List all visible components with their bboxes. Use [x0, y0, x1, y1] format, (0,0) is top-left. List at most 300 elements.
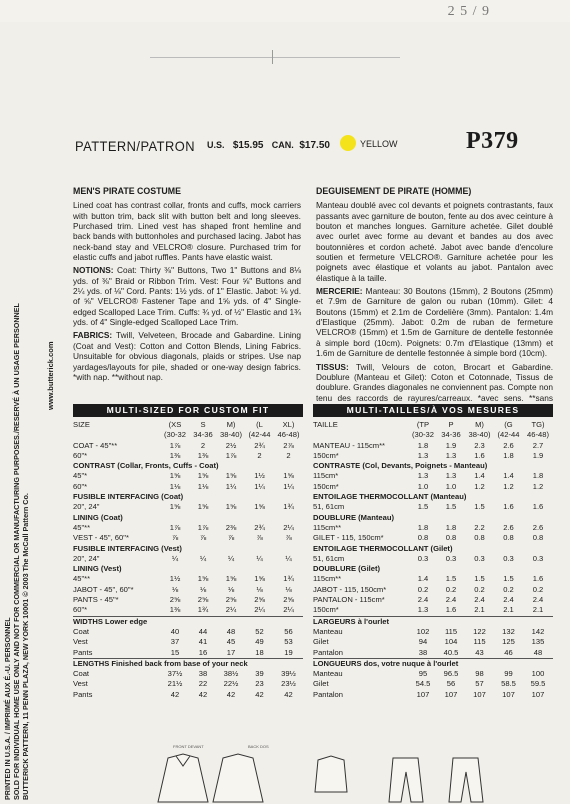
row-value: 1¾ [283, 574, 294, 584]
row-value: 1⅝ [254, 574, 265, 584]
row-value: 1.0 [445, 481, 457, 491]
row-value: 1⅝ [169, 502, 181, 512]
table-row [313, 690, 553, 700]
row-label: MANTEAU - 115cm** [313, 440, 386, 450]
row-value: 107 [444, 689, 458, 699]
row-value: 0.8 [532, 533, 544, 543]
english-title: MEN'S PIRATE COSTUME [73, 186, 181, 196]
row-value: 41 [198, 637, 208, 647]
row-value: 1.8 [417, 522, 429, 532]
measure-range: 38-40) [468, 430, 491, 440]
row-value: ¼ [199, 553, 207, 563]
row-label: 150cm* [313, 481, 339, 491]
row-value: ⅞ [227, 533, 235, 543]
notions-label: NOTIONS: [73, 265, 114, 276]
section-label: ENTOILAGE THERMOCOLLANT (Gilet) [313, 543, 453, 553]
row-value: 1.2 [532, 481, 544, 491]
section-row [73, 461, 303, 471]
section-row [313, 564, 553, 574]
section-label: CONTRASTE (Col, Devants, Poignets - Manteau) [313, 461, 488, 471]
row-value: 1⅝ [197, 502, 209, 512]
row-value: 1¾ [197, 605, 209, 615]
table-row [313, 523, 553, 533]
row-value: 1.3 [417, 450, 429, 460]
row-value: 21½ [167, 679, 183, 689]
row-value: 125 [502, 637, 515, 647]
size-label: TAILLE [313, 420, 338, 429]
table-row [313, 637, 553, 647]
row-label: 45"** [73, 574, 91, 584]
row-label: 20", 24" [73, 553, 100, 563]
row-value: 2.6 [532, 522, 544, 532]
row-value: 2¼ [254, 605, 265, 615]
size-code: M) [475, 420, 484, 429]
right-yardage-table [313, 420, 553, 700]
row-value: ¼ [227, 553, 235, 563]
english-fabrics [73, 330, 301, 382]
english-notions [73, 265, 301, 327]
row-value: 1⅝ [225, 502, 237, 512]
row-label: Gilet [313, 679, 329, 689]
row-value: 1⅛ [169, 481, 181, 491]
row-value: ⅞ [285, 533, 292, 543]
row-value: 1.2 [503, 481, 514, 491]
row-value: 2.1 [503, 605, 514, 615]
row-value: 1.4 [503, 471, 514, 481]
row-value: 1.5 [474, 502, 485, 512]
row-value: 22 [198, 679, 208, 689]
section-label: LARGEURS à l'ourlet [313, 616, 553, 627]
fold-tick [272, 50, 273, 64]
row-value: 23½ [281, 679, 296, 689]
row-value: 56 [446, 679, 456, 689]
measure-header-row [313, 430, 553, 440]
row-value: 37 [170, 637, 180, 647]
table-row [73, 669, 303, 679]
row-value: 38 [418, 647, 428, 657]
row-value: 38½ [223, 669, 239, 679]
row-value: 2⅜ [225, 522, 237, 532]
row-label: Pantalon [313, 647, 343, 657]
row-value: 2¼ [225, 605, 237, 615]
row-value: 1⅜ [197, 450, 209, 460]
row-value: 1⅝ [169, 471, 181, 481]
row-value: 115 [473, 637, 486, 647]
website-link[interactable]: www.butterick.com [46, 341, 55, 410]
row-value: 1.6 [503, 502, 514, 512]
measure-blank [73, 430, 161, 440]
row-value: 0.2 [532, 584, 544, 594]
table-row [313, 595, 553, 605]
french-description-text: Manteau doublé avec col devants et poignets contrastants, faux passants avec garniture de bouton, fente au dos avec ceinture à bouton et manches longues. Garniture achetée. Gilet doublé avec ourlet avec forme au devant et bandes au dos avec boutonnières et cordon acheté. Jabot avec bande d'encolure soutien et fermeture VELCRO®. Garniture achetée pour les poignets avec élastique et volants au jabot. Pantalon avec élastique à la taille. [316, 200, 553, 283]
row-value: 42 [226, 689, 236, 699]
row-value: 37½ [167, 669, 183, 679]
row-value: 1.4 [474, 471, 485, 481]
row-value: ⅛ [256, 584, 263, 594]
row-value: 45 [226, 637, 236, 647]
row-label: Pants [73, 689, 93, 699]
english-description [73, 186, 301, 385]
sketch-drawing [73, 752, 553, 804]
size-header-row [73, 420, 303, 430]
tissus-label: TISSUS: [316, 361, 349, 372]
side-line-sold: SOLD FOR INDIVIDUAL HOME USE ONLY AND NOT FOR COMMERCIAL OR MANUFACTURING PURPOSES./RESERVÉ À UN USAGE PERSONNEL [12, 303, 21, 800]
row-value: 1½ [254, 471, 265, 481]
row-value: ⅛ [285, 584, 292, 594]
row-label: JABOT - 115, 150cm* [313, 584, 387, 594]
french-description [316, 186, 553, 416]
row-value: 1¼ [283, 481, 294, 491]
row-value: 52 [255, 626, 264, 636]
table-row [313, 669, 553, 679]
row-value: 2.3 [474, 440, 485, 450]
row-value: 0.3 [532, 553, 544, 563]
row-value: 48 [533, 647, 543, 657]
table-row [73, 533, 303, 543]
row-label: 115cm* [313, 471, 339, 481]
measure-blank [313, 430, 409, 440]
row-value: 19 [284, 647, 293, 657]
french-notions [316, 286, 553, 358]
size-code: (XS [168, 420, 182, 429]
fold-line [150, 57, 400, 58]
measure-range: (30-32 [412, 430, 434, 440]
row-label: 60"* [73, 481, 88, 491]
french-title: DEGUISEMENT DE PIRATE (HOMME) [316, 186, 472, 196]
size-code: (L [256, 420, 263, 429]
row-value: 1¼ [254, 481, 265, 491]
row-value: 2.4 [532, 595, 544, 605]
section-row [313, 461, 553, 471]
table-row [313, 502, 553, 512]
price-line [207, 140, 330, 151]
measure-range: 38-40) [220, 430, 242, 440]
table-row [73, 574, 303, 584]
notions-text: Coat: Thirty ⅜" Buttons, Two 1" Buttons and 8⅛ yds. of ⅜" Braid or Ribbon Trim. Vest: Four ⅝" Buttons and 2¼ yds. of ⅛" Cord. Pants: 1½ yds. of 1" Elastic. Jabot: ⅛ yd. of ⅝" VELCRO® Fastener Tape and 1⅝ yds. of 4" Single-edged Scalloped Lace Trim. Cuffs: ¾ yd. of ½" Elastic and 1¾ yds. of 4" Single-edged Scalloped Lace Trim. [73, 265, 301, 328]
row-value: 1¼ [225, 481, 237, 491]
row-value: ⅛ [199, 584, 207, 594]
row-value: 17 [226, 647, 236, 657]
measure-range: 46-48) [277, 430, 300, 440]
row-label: Pants [73, 647, 93, 657]
row-value: 2⅝ [169, 595, 181, 605]
section-label: DOUBLURE (Gilet) [313, 564, 381, 574]
row-value: 0.8 [503, 533, 514, 543]
table-row [73, 523, 303, 533]
row-label: PANTS - 45"* [73, 595, 119, 605]
section-row [73, 544, 303, 554]
row-value: 56 [284, 626, 293, 636]
row-value: 107 [416, 689, 430, 699]
row-value: 1⅛ [197, 481, 209, 491]
table-row [73, 554, 303, 564]
row-value: 1⅝ [225, 574, 237, 584]
row-value: 2.4 [417, 595, 429, 605]
size-code: TG) [531, 420, 545, 429]
row-value: 2.1 [532, 605, 544, 615]
row-value: 2.7 [532, 440, 544, 450]
row-value: 104 [444, 637, 458, 647]
row-value: 42 [255, 689, 264, 699]
section-label: LONGUEURS dos, votre nuque à l'ourlet [313, 658, 553, 669]
table-row [73, 585, 303, 595]
section-label: CONTRAST (Collar, Fronts, Cuffs - Coat) [73, 461, 219, 471]
section-label: LINING (Coat) [73, 512, 123, 522]
row-label: PANTALON - 115cm* [313, 595, 385, 605]
table-row [73, 627, 303, 637]
row-value: 1⅜ [169, 605, 181, 615]
section-label: LINING (Vest) [73, 564, 122, 574]
size-code: S [200, 420, 206, 429]
size-code: P [448, 420, 454, 429]
row-value: 1.5 [474, 574, 485, 584]
row-value: 1¾ [283, 502, 294, 512]
size-code: (TP [416, 420, 430, 429]
us-label: U.S. [207, 140, 225, 150]
row-label: Manteau [313, 669, 343, 679]
can-price: $17.50 [299, 140, 330, 151]
row-value: 1.8 [445, 522, 457, 532]
row-label: VEST - 45", 60"* [73, 533, 129, 543]
row-value: 96.5 [443, 669, 459, 679]
row-value: 1⅜ [169, 450, 181, 460]
row-value: 0.2 [445, 584, 457, 594]
row-value: 15 [170, 647, 180, 657]
table-row [313, 605, 553, 616]
row-value: 2.4 [503, 595, 514, 605]
row-value: 0.2 [417, 584, 429, 594]
row-value: 0.8 [417, 533, 429, 543]
table-row [313, 451, 553, 461]
row-value: 39 [255, 669, 264, 679]
row-value: 42 [170, 689, 180, 699]
row-value: 2 [200, 440, 206, 450]
row-value: 2.2 [474, 522, 485, 532]
row-label: Pantalon [313, 689, 343, 699]
row-value: 1.2 [474, 481, 485, 491]
row-value: 2⅝ [254, 595, 265, 605]
row-value: 2 [257, 450, 262, 460]
row-value: 1⅝ [197, 471, 209, 481]
table-row [73, 648, 303, 659]
row-value: 1⅞ [197, 522, 209, 532]
row-value: 0.8 [474, 533, 485, 543]
section-row [73, 658, 303, 669]
row-value: 0.2 [503, 584, 514, 594]
row-value: 1.6 [474, 450, 485, 460]
row-label: 150cm* [313, 605, 339, 615]
us-price: $15.95 [232, 140, 264, 151]
measure-range: (30-32 [164, 430, 186, 440]
color-name: YELLOW [360, 139, 398, 149]
row-value: 18 [255, 647, 264, 657]
row-value: ⅛ [227, 584, 235, 594]
row-value: 42 [284, 689, 293, 699]
row-label: 20", 24" [73, 502, 100, 512]
row-value: 44 [198, 626, 208, 636]
tissus-text: Twill, Velours de coton, Brocart et Gabardine. Doublure (Manteau et Gilet): Coton et Cotonnade, Tissus de doublure. Grandes diagonales ne conviennent pas. Compte non tenu des raccords de rayures/carreaux. *avec sens. **sans [316, 361, 554, 403]
row-value: ¼ [256, 553, 263, 563]
row-value: 38 [198, 669, 208, 679]
row-value: 132 [502, 626, 515, 636]
row-value: 59.5 [530, 679, 546, 689]
row-value: 2.4 [445, 595, 457, 605]
row-value: 99 [504, 669, 513, 679]
row-value: 95 [418, 669, 428, 679]
row-value: 115 [444, 626, 458, 636]
table-row [313, 533, 553, 543]
row-value: 107 [502, 689, 515, 699]
row-value: 0.3 [417, 553, 429, 563]
row-value: 42 [198, 689, 208, 699]
table-row [73, 471, 303, 481]
row-value: 0.2 [474, 584, 485, 594]
mercerie-label: MERCERIE: [316, 286, 363, 297]
english-description-text: Lined coat has contrast collar, fronts and cuffs, mock carriers with button trim, back slit with button belt and long sleeves. Purchased trim. Lined vest has shaped front hemline and back bands with buttonholes and purchased lacing. Jabot has neck-band stay and VELCRO® closure. Purchased trim for elastic cuffs and jabot ruffles. Pants have elastic waist. [73, 200, 301, 263]
row-value: 2.6 [503, 522, 514, 532]
table-row [313, 648, 553, 659]
row-value: 94 [418, 637, 428, 647]
row-value: 1.5 [445, 502, 457, 512]
row-value: 1.8 [417, 440, 429, 450]
measure-header-row [73, 430, 303, 440]
table-row [73, 605, 303, 616]
table-row [73, 595, 303, 605]
row-value: 100 [531, 669, 545, 679]
row-value: 1.5 [417, 502, 429, 512]
row-value: 1.8 [532, 471, 544, 481]
row-value: 0.3 [445, 553, 457, 563]
row-label: Coat [73, 626, 90, 636]
table-row [313, 441, 553, 451]
fabrics-label: FABRICS: [73, 330, 113, 341]
table-row [73, 679, 303, 689]
garment-sketches [73, 744, 553, 804]
sketch-label-front: FRONT DEVANT [173, 744, 204, 749]
row-value: 1.6 [532, 502, 544, 512]
row-value: 2½ [225, 440, 237, 450]
size-code: M) [226, 420, 236, 429]
row-label: 45"* [73, 471, 88, 481]
row-value: ⅞ [256, 533, 263, 543]
section-label: ENTOILAGE THERMOCOLLANT (Manteau) [313, 492, 467, 502]
pattern-label: PATTERN/PATRON [75, 138, 195, 154]
row-value: 49 [255, 637, 264, 647]
section-label: DOUBLURE (Manteau) [313, 512, 394, 522]
row-value: 2⅝ [283, 595, 294, 605]
table-row [73, 441, 303, 451]
row-value: 39½ [281, 669, 296, 679]
row-value: 1.9 [445, 440, 457, 450]
pattern-number: P379 [466, 128, 519, 154]
left-yardage-table [73, 420, 303, 700]
table-row [313, 554, 553, 564]
row-label: Vest [73, 637, 88, 647]
table-row [73, 637, 303, 647]
row-value: 1.6 [532, 574, 544, 584]
row-value: 40.5 [443, 647, 459, 657]
table-row [73, 451, 303, 461]
row-label: COAT - 45"** [73, 440, 118, 450]
row-value: 122 [473, 626, 486, 636]
table-row [313, 585, 553, 595]
row-value: 1½ [169, 574, 181, 584]
row-value: 1⅝ [225, 471, 237, 481]
row-value: 1⅝ [283, 471, 294, 481]
row-value: 1.3 [417, 471, 429, 481]
row-value: 2.1 [474, 605, 485, 615]
row-value: 0.3 [503, 553, 514, 563]
row-label: 60"* [73, 605, 88, 615]
row-label: JABOT - 45", 60"* [73, 584, 134, 594]
section-label: LENGTHS Finished back from base of your neck [73, 658, 303, 669]
row-value: 22½ [223, 679, 239, 689]
row-value: ¼ [171, 553, 179, 563]
row-label: Coat [73, 669, 90, 679]
row-value: 43 [475, 647, 484, 657]
row-value: 142 [531, 626, 545, 636]
row-value: 1⅞ [169, 440, 181, 450]
measure-range: (42-44 [497, 430, 520, 440]
row-value: 48 [226, 626, 236, 636]
side-line-publisher: BUTTERICK PATTERN, 11 PENN PLAZA, NEW YORK 10001 © 2003 The McCall Pattern Co. [21, 493, 30, 800]
row-value: 98 [475, 669, 484, 679]
size-code: (G [504, 420, 513, 429]
row-value: 0.3 [474, 553, 485, 563]
row-label: 115cm** [313, 574, 342, 584]
row-label: 115cm** [313, 522, 342, 532]
table-row [73, 482, 303, 492]
row-value: 53 [284, 637, 293, 647]
table-row [73, 502, 303, 512]
row-value: 46 [504, 647, 513, 657]
row-value: 2¼ [283, 605, 294, 615]
table-row [313, 679, 553, 689]
section-label: FUSIBLE INTERFACING (Vest) [73, 543, 182, 553]
row-value: 2¼ [283, 522, 294, 532]
section-label: FUSIBLE INTERFACING (Coat) [73, 492, 184, 502]
row-value: 107 [531, 689, 545, 699]
row-value: 23 [255, 679, 264, 689]
row-value: 0.8 [445, 533, 457, 543]
mercerie-text: Manteau: 30 Boutons (15mm), 2 Boutons (25mm) et 7.9m de Garniture de galon ou ruban (10mm). Gilet: 4 Boutons (15mm) et 2.1m de Cordelière (3mm). Pantalon: 1.4m d'Elastique (25mm). Jabot: 0.2m de ruban de fermeture VELCRO® (15mm) et 1.5m de Garniture de dentelle festonnée à simple bord (10cm). Poignets: 0.7m d'Elastique (13mm) et 1.6m de Garniture de dentelle festonnée à simple bord (10cm). [316, 286, 553, 359]
section-row [73, 564, 303, 574]
measure-range: 34-36 [441, 430, 461, 440]
table-row [313, 482, 553, 492]
row-value: 2⅝ [225, 595, 237, 605]
row-value: 54.5 [415, 679, 431, 689]
yellow-color-dot [340, 135, 356, 151]
can-label: CAN. [271, 140, 294, 150]
row-label: 150cm* [313, 450, 339, 460]
section-label: WIDTHS Lower edge [73, 616, 303, 627]
size-code: XL) [282, 420, 295, 429]
table-row [313, 627, 553, 637]
row-value: 1.9 [532, 450, 544, 460]
row-value: ⅞ [199, 533, 207, 543]
sketch-label-back: BACK DOS [248, 744, 269, 749]
row-value: 1⅝ [197, 574, 209, 584]
row-value: 1⅝ [254, 502, 265, 512]
side-legal-text [3, 240, 30, 800]
section-row [313, 616, 553, 627]
row-value: 57 [475, 679, 484, 689]
section-row [73, 492, 303, 502]
row-value: 2.4 [474, 595, 485, 605]
row-label: 51, 61cm [313, 502, 345, 512]
left-table-header: MULTI-SIZED FOR CUSTOM FIT [73, 404, 303, 417]
row-value: 1.5 [445, 574, 457, 584]
